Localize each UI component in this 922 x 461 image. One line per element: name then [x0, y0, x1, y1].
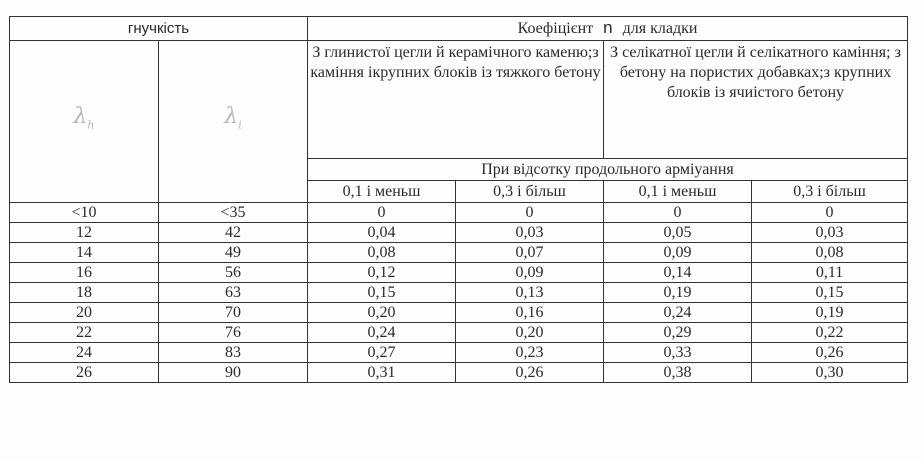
subcol-header: 0,1 і меньш — [308, 181, 456, 203]
cell-value: 0,16 — [456, 303, 604, 323]
group1-header: З глинистої цегли й керамічного каменю;з каміння ікрупних блоків із тяжкого бетону — [308, 41, 604, 159]
cell-lambda-h: 12 — [10, 223, 159, 243]
cell-value: 0,29 — [604, 323, 752, 343]
cell-value: 0 — [308, 203, 456, 223]
lambda-h-symbol: $\lambda_h$ — [73, 104, 95, 132]
table-row — [10, 243, 908, 263]
cell-lambda-i: 70 — [159, 303, 308, 323]
cell-value: 0,11 — [752, 263, 908, 283]
cell-value: 0,12 — [308, 263, 456, 283]
cell-value: 0,30 — [752, 363, 908, 383]
table-row — [10, 363, 908, 383]
cell-value: 0,19 — [752, 303, 908, 323]
table-row — [10, 223, 908, 243]
cell-value: 0,27 — [308, 343, 456, 363]
cell-lambda-i: 63 — [159, 283, 308, 303]
cell-value: 0 — [456, 203, 604, 223]
cell-value: 0,24 — [308, 323, 456, 343]
cell-lambda-i: 49 — [159, 243, 308, 263]
cell-value: 0,20 — [308, 303, 456, 323]
cell-value: 0,38 — [604, 363, 752, 383]
header-row-2 — [10, 41, 908, 159]
coef-prefix: Коефіцієнт — [517, 20, 594, 37]
cell-value: 0,07 — [456, 243, 604, 263]
cell-lambda-h: 16 — [10, 263, 159, 283]
cell-value: 0,15 — [308, 283, 456, 303]
cell-lambda-i: 83 — [159, 343, 308, 363]
cell-value: 0 — [752, 203, 908, 223]
cell-value: 0,23 — [456, 343, 604, 363]
cell-value: 0,08 — [752, 243, 908, 263]
subcol-header: 0,3 і більш — [456, 181, 604, 203]
cell-value: 0,19 — [604, 283, 752, 303]
lambda-i-symbol: $\lambda_i$ — [224, 104, 242, 132]
table-row — [10, 343, 908, 363]
lambda-h-header — [10, 41, 159, 203]
cell-value: 0,09 — [456, 263, 604, 283]
cell-lambda-h: 24 — [10, 343, 159, 363]
cell-lambda-h: 20 — [10, 303, 159, 323]
cell-lambda-h: 22 — [10, 323, 159, 343]
cell-value: 0,05 — [604, 223, 752, 243]
cell-lambda-h: 26 — [10, 363, 159, 383]
coefficient-table — [9, 16, 908, 383]
cell-lambda-i: 56 — [159, 263, 308, 283]
cell-value: 0,33 — [604, 343, 752, 363]
coefficient-header — [308, 17, 908, 41]
lambda-i-header — [159, 41, 308, 203]
cell-lambda-i: <35 — [159, 203, 308, 223]
cell-lambda-i: 42 — [159, 223, 308, 243]
flexibility-header: гнучкість — [10, 17, 308, 41]
cell-value: 0,15 — [752, 283, 908, 303]
cell-value: 0,24 — [604, 303, 752, 323]
cell-value: 0,22 — [752, 323, 908, 343]
table-row — [10, 283, 908, 303]
cell-lambda-i: 76 — [159, 323, 308, 343]
cell-lambda-h: 14 — [10, 243, 159, 263]
cell-value: 0,04 — [308, 223, 456, 243]
cell-value: 0,26 — [752, 343, 908, 363]
cell-value: 0,20 — [456, 323, 604, 343]
subcol-header: 0,1 і меньш — [604, 181, 752, 203]
reinforcement-header: При відсотку продольного арміуання — [308, 159, 908, 181]
cell-value: 0,09 — [604, 243, 752, 263]
cell-value: 0,31 — [308, 363, 456, 383]
cell-lambda-i: 90 — [159, 363, 308, 383]
cell-value: 0,14 — [604, 263, 752, 283]
table-row — [10, 203, 908, 223]
cell-value: 0,08 — [308, 243, 456, 263]
coef-symbol: n — [603, 18, 613, 37]
cell-value: 0,03 — [456, 223, 604, 243]
subcol-header: 0,3 і більш — [752, 181, 908, 203]
cell-lambda-h: 18 — [10, 283, 159, 303]
cell-lambda-h: <10 — [10, 203, 159, 223]
table-row — [10, 303, 908, 323]
cell-value: 0,03 — [752, 223, 908, 243]
cell-value: 0,13 — [456, 283, 604, 303]
cell-value: 0 — [604, 203, 752, 223]
cell-value: 0,26 — [456, 363, 604, 383]
coef-suffix: для кладки — [622, 20, 698, 37]
table-row — [10, 323, 908, 343]
header-row-1 — [10, 17, 908, 41]
table-row — [10, 263, 908, 283]
group2-header: З селікатної цегли й селікатного каміння; з бетону на пористих добавках;з крупних блоків із ячиістого бетону — [604, 41, 908, 159]
